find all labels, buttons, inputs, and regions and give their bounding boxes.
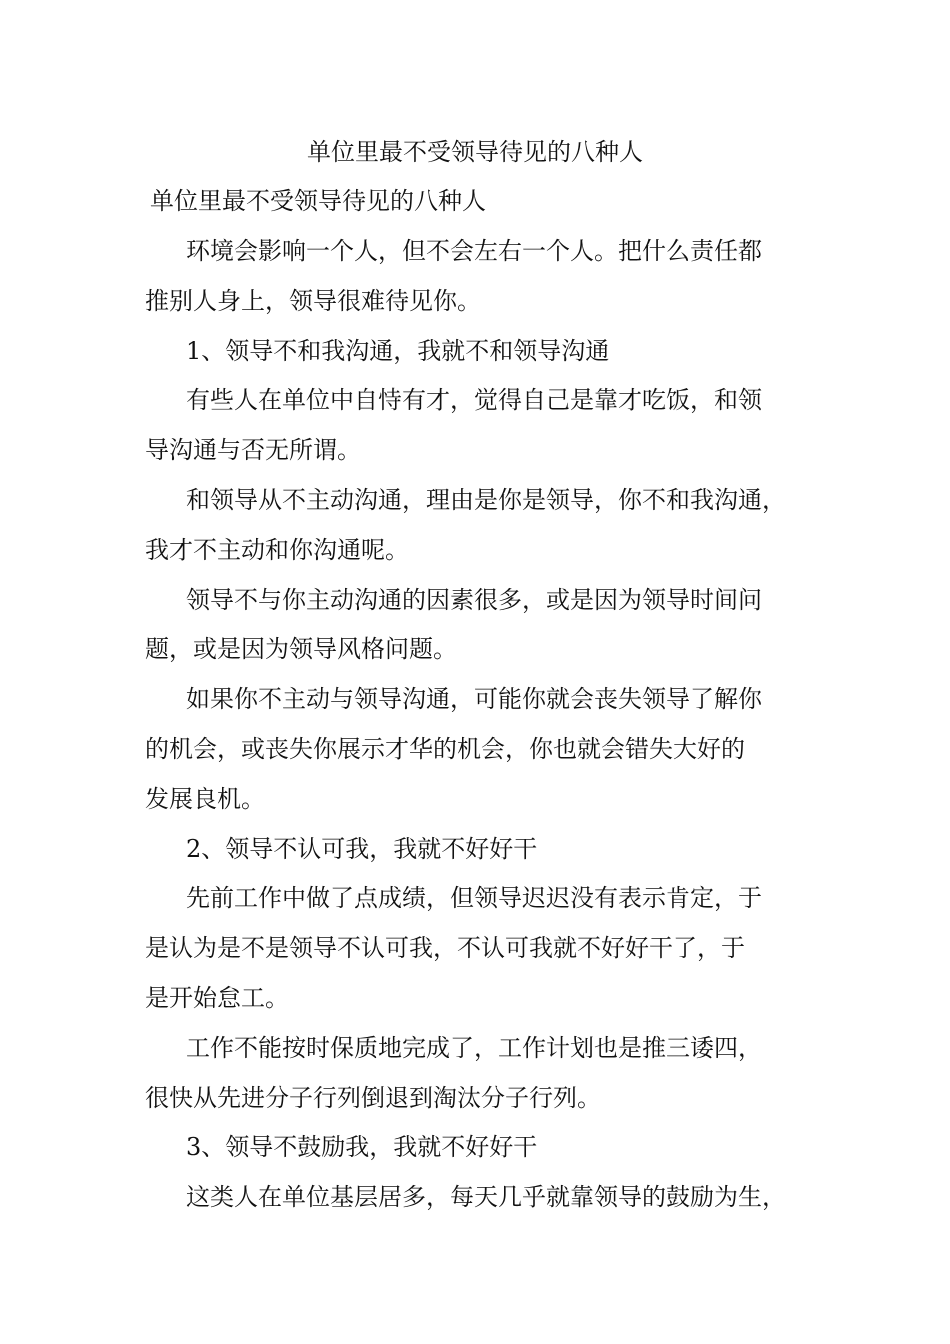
paragraph-line: 题，或是因为领导风格问题。 (145, 635, 457, 663)
paragraph-line: 环境会影响一个人，但不会左右一个人。把什么责任都 (186, 237, 762, 265)
paragraph-line: 的机会，或丧失你展示才华的机会，你也就会错失大好的 (145, 735, 745, 763)
paragraph-line: 发展良机。 (145, 785, 265, 813)
paragraph-line: 很快从先进分子行列倒退到淘汰分子行列。 (145, 1084, 601, 1112)
section-heading-line: 2、领导不认可我，我就不好好干 (186, 835, 538, 863)
paragraph-line: 领导不与你主动沟通的因素很多，或是因为领导时间问 (186, 586, 762, 614)
paragraph-line: 导沟通与否无所谓。 (145, 436, 361, 464)
paragraph-line: 如果你不主动与领导沟通，可能你就会丧失领导了解你 (186, 685, 762, 713)
paragraph-line: 和领导从不主动沟通，理由是你是领导，你不和我沟通， (186, 486, 786, 514)
section-heading-line: 1、领导不和我沟通，我就不和领导沟通 (186, 337, 610, 365)
paragraph-line: 工作不能按时保质地完成了，工作计划也是推三诿四， (186, 1034, 762, 1062)
paragraph-line: 有些人在单位中自恃有才，觉得自己是靠才吃饭，和领 (186, 386, 762, 414)
section-heading-line: 3、领导不鼓励我，我就不好好干 (186, 1133, 538, 1161)
paragraph-line: 我才不主动和你沟通呢。 (145, 536, 409, 564)
paragraph-line: 先前工作中做了点成绩，但领导迟迟没有表示肯定，于 (186, 884, 762, 912)
document-subtitle: 单位里最不受领导待见的八种人 (150, 187, 486, 215)
paragraph-line: 推别人身上，领导很难待见你。 (145, 287, 481, 315)
paragraph-line: 这类人在单位基层居多，每天几乎就靠领导的鼓励为生， (186, 1183, 786, 1211)
paragraph-line: 是开始怠工。 (145, 984, 289, 1012)
paragraph-line: 是认为是不是领导不认可我，不认可我就不好好干了，于 (145, 934, 745, 962)
document-title: 单位里最不受领导待见的八种人 (307, 138, 643, 166)
